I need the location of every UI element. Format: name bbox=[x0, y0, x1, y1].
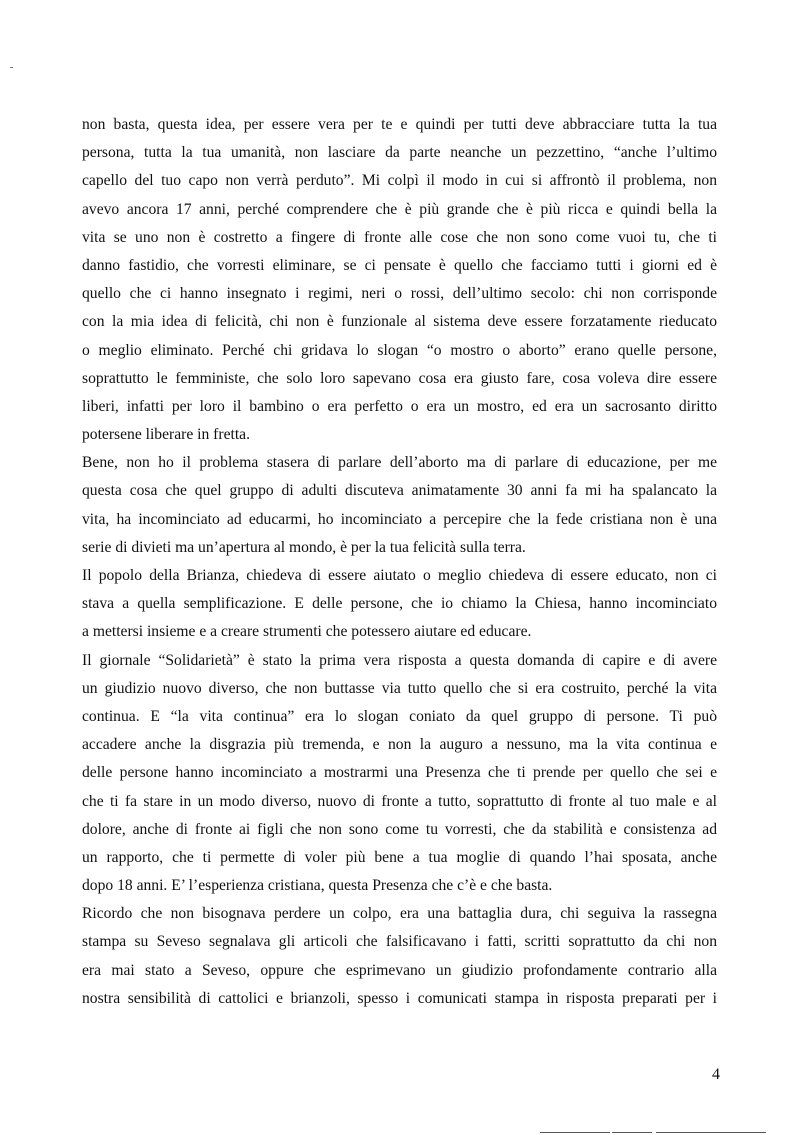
paragraph bbox=[82, 449, 717, 562]
scan-rule-middle bbox=[612, 1132, 652, 1133]
scan-rule-right bbox=[656, 1132, 766, 1133]
text-line: dopo 18 anni. E’ l’esperienza cristiana, questa Presenza che c’è e che basta. bbox=[82, 877, 553, 895]
text-line: nostra sensibilità di cattolici e brianzoli, spesso i comunicati stampa in risposta preparati per i bbox=[82, 989, 717, 1007]
text-line: vita, ha incominciato ad educarmi, ho incominciato a percepire che la fede cristiana non è una bbox=[82, 510, 717, 528]
paragraph bbox=[82, 562, 717, 647]
paragraph bbox=[82, 111, 717, 449]
text-line: persona, tutta la tua umanità, non lasciare da parte neanche un pezzettino, “anche l’ultimo bbox=[82, 144, 717, 162]
scan-mark bbox=[10, 67, 13, 68]
text-line: Il giornale “Solidarietà” è stato la prima vera risposta a questa domanda di capire e di avere bbox=[82, 651, 717, 669]
text-line: serie di divieti ma un’apertura al mondo, è per la tua felicità sulla terra. bbox=[82, 538, 526, 556]
text-line: capello del tuo capo non verrà perduto”. Mi colpì il modo in cui si affrontò il problema, non bbox=[82, 172, 717, 190]
text-line: accadere anche la disgrazia più tremenda, e non la auguro a nessuno, ma la vita continua e bbox=[82, 736, 717, 754]
body-text bbox=[82, 111, 717, 1013]
page-number: 4 bbox=[712, 1066, 720, 1083]
text-line: continua. E “la vita continua” era lo slogan coniato da quel gruppo di persone. Ti può bbox=[82, 707, 717, 725]
text-line: danno fastidio, che vorresti eliminare, se ci pensate è quello che facciamo tutti i giorni ed è bbox=[82, 256, 717, 274]
text-line: Il popolo della Brianza, chiedeva di essere aiutato o meglio chiedeva di essere educato, non ci bbox=[82, 567, 717, 584]
text-line: questa cosa che quel gruppo di adulti discuteva animatamente 30 anni fa mi ha spalancato la bbox=[82, 482, 717, 500]
text-line: Ricordo che non bisognava perdere un colpo, era una battaglia dura, chi seguiva la rassegna bbox=[82, 905, 717, 923]
text-line: liberi, infatti per loro il bambino o era perfetto o era un mostro, ed era un sacrosanto diritto bbox=[82, 397, 717, 415]
text-line: soprattutto le femministe, che solo loro sapevano cosa era giusto fare, cosa voleva dire essere bbox=[82, 369, 717, 387]
text-line: Bene, non ho il problema stasera di parlare dell’aborto ma di parlare di educazione, per me bbox=[82, 454, 717, 472]
text-line: potersene liberare in fretta. bbox=[82, 426, 250, 444]
paragraph bbox=[82, 647, 717, 901]
scan-rule-left bbox=[540, 1132, 610, 1133]
text-line: non basta, questa idea, per essere vera per te e quindi per tutti deve abbracciare tutta la tua bbox=[82, 116, 717, 133]
text-line: a mettersi insieme e a creare strumenti che potessero aiutare ed educare. bbox=[82, 623, 532, 641]
text-line: stampa su Seveso segnalava gli articoli che falsificavano i fatti, scritti soprattutto da chi non bbox=[82, 933, 717, 951]
text-line: un giudizio nuovo diverso, che non buttasse via tutto quello che si era costruito, perché la vita bbox=[82, 679, 717, 697]
text-line: vita se uno non è costretto a fingere di fronte alle cose che non sono come vuoi tu, che ti bbox=[82, 228, 717, 246]
text-line: era mai stato a Seveso, oppure che esprimevano un giudizio profondamente contrario alla bbox=[82, 961, 717, 979]
text-line: stava a quella semplificazione. E delle persone, che io chiamo la Chiesa, hanno incominciato bbox=[82, 595, 717, 613]
text-line: dolore, anche di fronte ai figli che non sono come tu vorresti, che da stabilità e consistenza ad bbox=[82, 820, 717, 838]
text-line: che ti fa stare in un modo diverso, nuovo di fronte a tutto, soprattutto di fronte al tuo male e al bbox=[82, 792, 717, 810]
paragraph bbox=[82, 900, 717, 1013]
text-line: avevo ancora 17 anni, perché comprendere che è più grande che è più ricca e quindi bella la bbox=[82, 200, 717, 218]
text-line: un rapporto, che ti permette di voler più bene a tua moglie di quando l’hai sposata, anche bbox=[82, 848, 717, 866]
text-line: con la mia idea di felicità, chi non è funzionale al sistema deve essere forzatamente rieducato bbox=[82, 313, 717, 331]
text-line: delle persone hanno incominciato a mostrarmi una Presenza che ti prende per quello che sei e bbox=[82, 764, 717, 782]
text-line: o meglio eliminato. Perché chi gridava lo slogan “o mostro o aborto” erano quelle persone, bbox=[82, 341, 717, 359]
text-line: quello che ci hanno insegnato i regimi, neri o rossi, dell’ultimo secolo: chi non corrisponde bbox=[82, 285, 717, 303]
